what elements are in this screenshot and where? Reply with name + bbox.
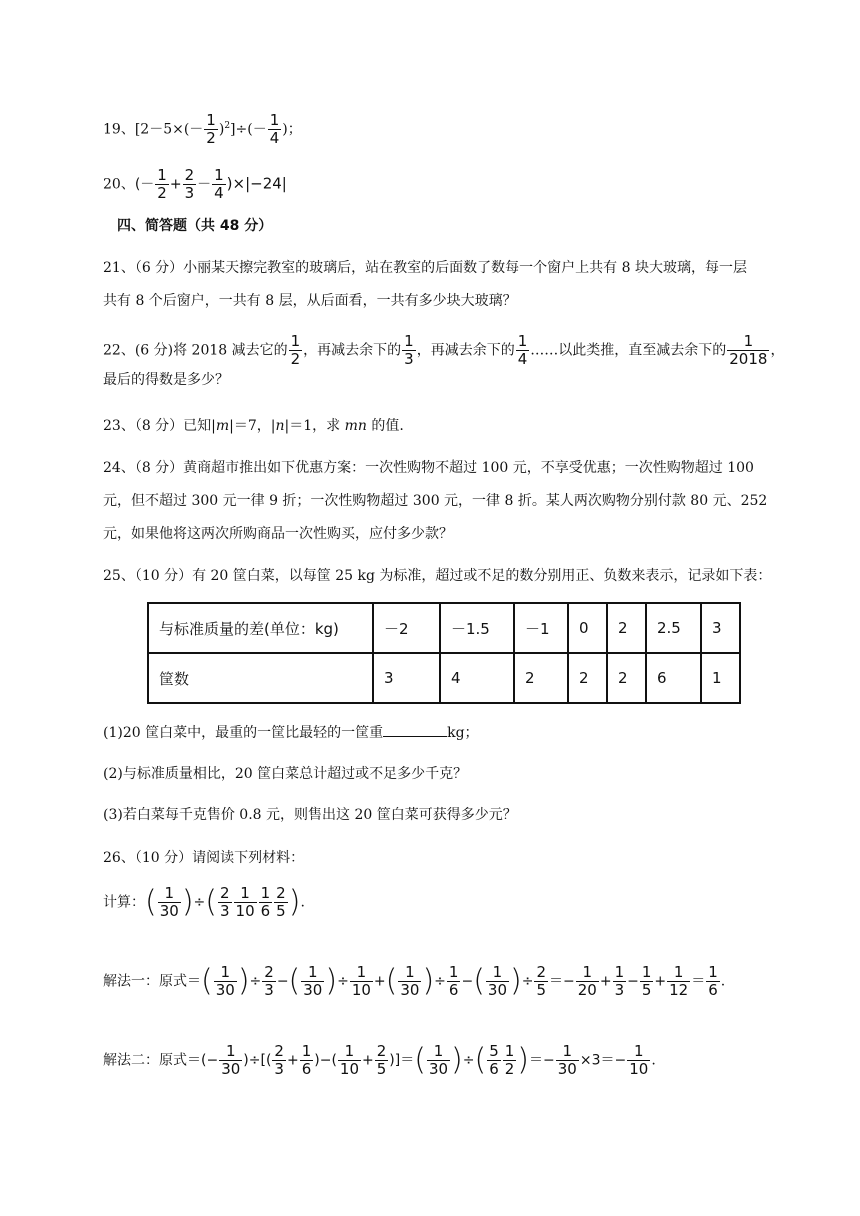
question-25-part-2: (2)与标准质量相比，20 筐白菜总计超过或不足多少千克？ (103, 766, 468, 782)
table-cell: 3 (373, 653, 440, 703)
section-heading: 四、简答题（共 48 分） (117, 218, 273, 234)
question-25-intro: 25、（10 分）有 20 筐白菜，以每筐 25 kg 为标准，超过或不足的数分别用正、负数来表示，记录如下表： (103, 568, 772, 584)
question-23: 23、（8 分）已知|m|＝7，|n|＝1，求 mn 的值. (103, 418, 404, 434)
table-cell: －1.5 (440, 603, 514, 653)
table-row (148, 603, 740, 653)
table-cell: 2.5 (646, 603, 701, 653)
question-21-line-1: 21、（6 分）小丽某天擦完教室的玻璃后，站在教室的后面数了数每一个窗户上共有 8 块大玻璃，每一层 (103, 260, 747, 276)
solution-1: 解法一：原式＝( $\frac{1}{30}$ )÷ $\frac{2}{3}$ −( $\frac{1}{30}$ )÷ $\frac{1}{10}$ +( $\frac{1}{30}$ )÷ $\frac{1}{6}$ −( $\frac{1}{30}$ )÷ $\frac{2}{5}$ ＝− $\frac{1}{20}$ + $\frac{1}{3}$ − $\frac{1}{5}$ + $\frac{1}{12}$ ＝ $\frac{1}{6}$ . (103, 963, 726, 999)
fraction: $\frac{1}{4}$ (214, 166, 224, 202)
fraction: $\frac{1}{2}$ (206, 111, 216, 147)
answer-blank[interactable] (383, 722, 447, 737)
solution-2: 解法二：原式＝(− $\frac{1}{30}$ )÷[( $\frac{2}{3}$ + $\frac{1}{6}$ )−( $\frac{1}{10}$ + $\frac{2}{5}$ )]＝( $\frac{1}{30}$ )÷( $\frac{5}{6}$ $\frac{1}{2}$ )＝− $\frac{1}{30}$ ×3＝− $\frac{1}{10}$ . (103, 1042, 656, 1078)
table-cell: －1 (514, 603, 568, 653)
table-cell: 3 (701, 603, 740, 653)
data-table (147, 602, 741, 704)
table-cell: 2 (514, 653, 568, 703)
table-cell: －2 (373, 603, 440, 653)
question-25-part-1: (1)20 筐白菜中，最重的一筐比最轻的一筐重 kg； (103, 722, 479, 743)
table-cell: 2 (568, 653, 607, 703)
fraction: $\frac{1}{3}$ (404, 332, 414, 368)
question-22-line-2: 最后的得数是多少？ (103, 372, 229, 388)
question-21-line-2: 共有 8 个后窗户，一共有 8 层，从后面看，一共有多少块大玻璃？ (103, 293, 517, 309)
question-20: 20、(－ $\frac{1}{2}$ + $\frac{2}{3}$ － $\frac{1}{4}$ )×|−24| (103, 166, 287, 202)
table-cell: 6 (646, 653, 701, 703)
table-cell: 4 (440, 653, 514, 703)
question-24-line-1: 24、（8 分）黄商超市推出如下优惠方案：一次性购物不超过 100 元，不享受优惠；一次性购物超过 100 (103, 460, 754, 476)
fraction: $\frac{1}{4}$ (517, 332, 528, 368)
fraction: $\frac{1}{4}$ (269, 111, 280, 147)
table-cell: 2 (607, 653, 646, 703)
table-header-cell: 筐数 (148, 653, 373, 703)
question-22-line-1: 22、(6 分)将 2018 减去它的 $\frac{1}{2}$ ，再减去余下的 $\frac{1}{3}$ ，再减去余下的 $\frac{1}{4}$ ……以此类推，直至减去余下的 $\frac{1}{2018}$ ， (103, 332, 785, 368)
question-25-part-3: (3)若白菜每千克售价 0.8 元，则售出这 20 筐白菜可获得多少元？ (103, 807, 517, 823)
fraction: $\frac{2}{3}$ (184, 166, 195, 202)
fraction: $\frac{1}{2018}$ (729, 332, 768, 368)
question-24-line-3: 元，如果他将这两次所购商品一次性购买，应付多少款？ (103, 526, 453, 542)
table-cell: 0 (568, 603, 607, 653)
question-24-line-2: 元，但不超过 300 元一律 9 折；一次性购物超过 300 元，一律 8 折。某人两次购物分别付款 80 元、252 (103, 493, 768, 509)
table-cell: 2 (607, 603, 646, 653)
fraction: $\frac{1}{2}$ (290, 332, 301, 368)
calculation: 计算：( $\frac{1}{30}$ )÷( $\frac{2}{3}$ $\frac{1}{10}$ $\frac{1}{6}$ $\frac{2}{5}$ ). (103, 884, 305, 920)
table-header-cell: 与标准质量的差(单位：kg) (148, 603, 373, 653)
table-cell: 1 (701, 653, 740, 703)
question-19: 19、[2－5×(－ $\frac{1}{2}$ )$^2$]÷(－ $\frac{1}{4}$ )； (103, 111, 302, 147)
table-row (148, 653, 740, 703)
fraction: $\frac{1}{2}$ (157, 166, 167, 202)
question-26-intro: 26、（10 分）请阅读下列材料： (103, 850, 305, 866)
